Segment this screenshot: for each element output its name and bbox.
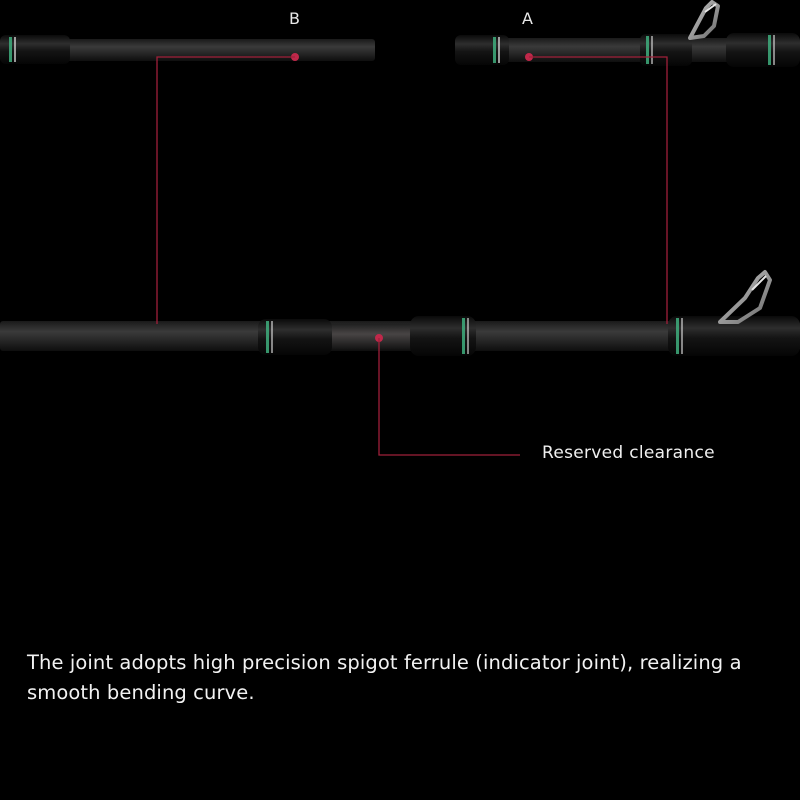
rod-section-b [0,35,375,64]
section-label-b: B [289,9,301,28]
reserved-clearance-label: Reserved clearance [542,443,715,463]
ferrule-joint-right [410,316,476,356]
leader-line-a [529,57,667,324]
feature-caption: The joint adopts high precision spigot ferrule (indicator joint), realizing a smooth bending curve. [27,651,742,704]
ferrule-joint-left [258,319,332,355]
ferrule-a-left [455,35,509,65]
rod-assembled [0,272,800,356]
line-guide-icon [720,272,770,322]
line-guide-icon [690,2,718,38]
leader-lines [157,57,667,455]
section-label-a: A [522,9,534,28]
leader-line-b [157,57,295,324]
